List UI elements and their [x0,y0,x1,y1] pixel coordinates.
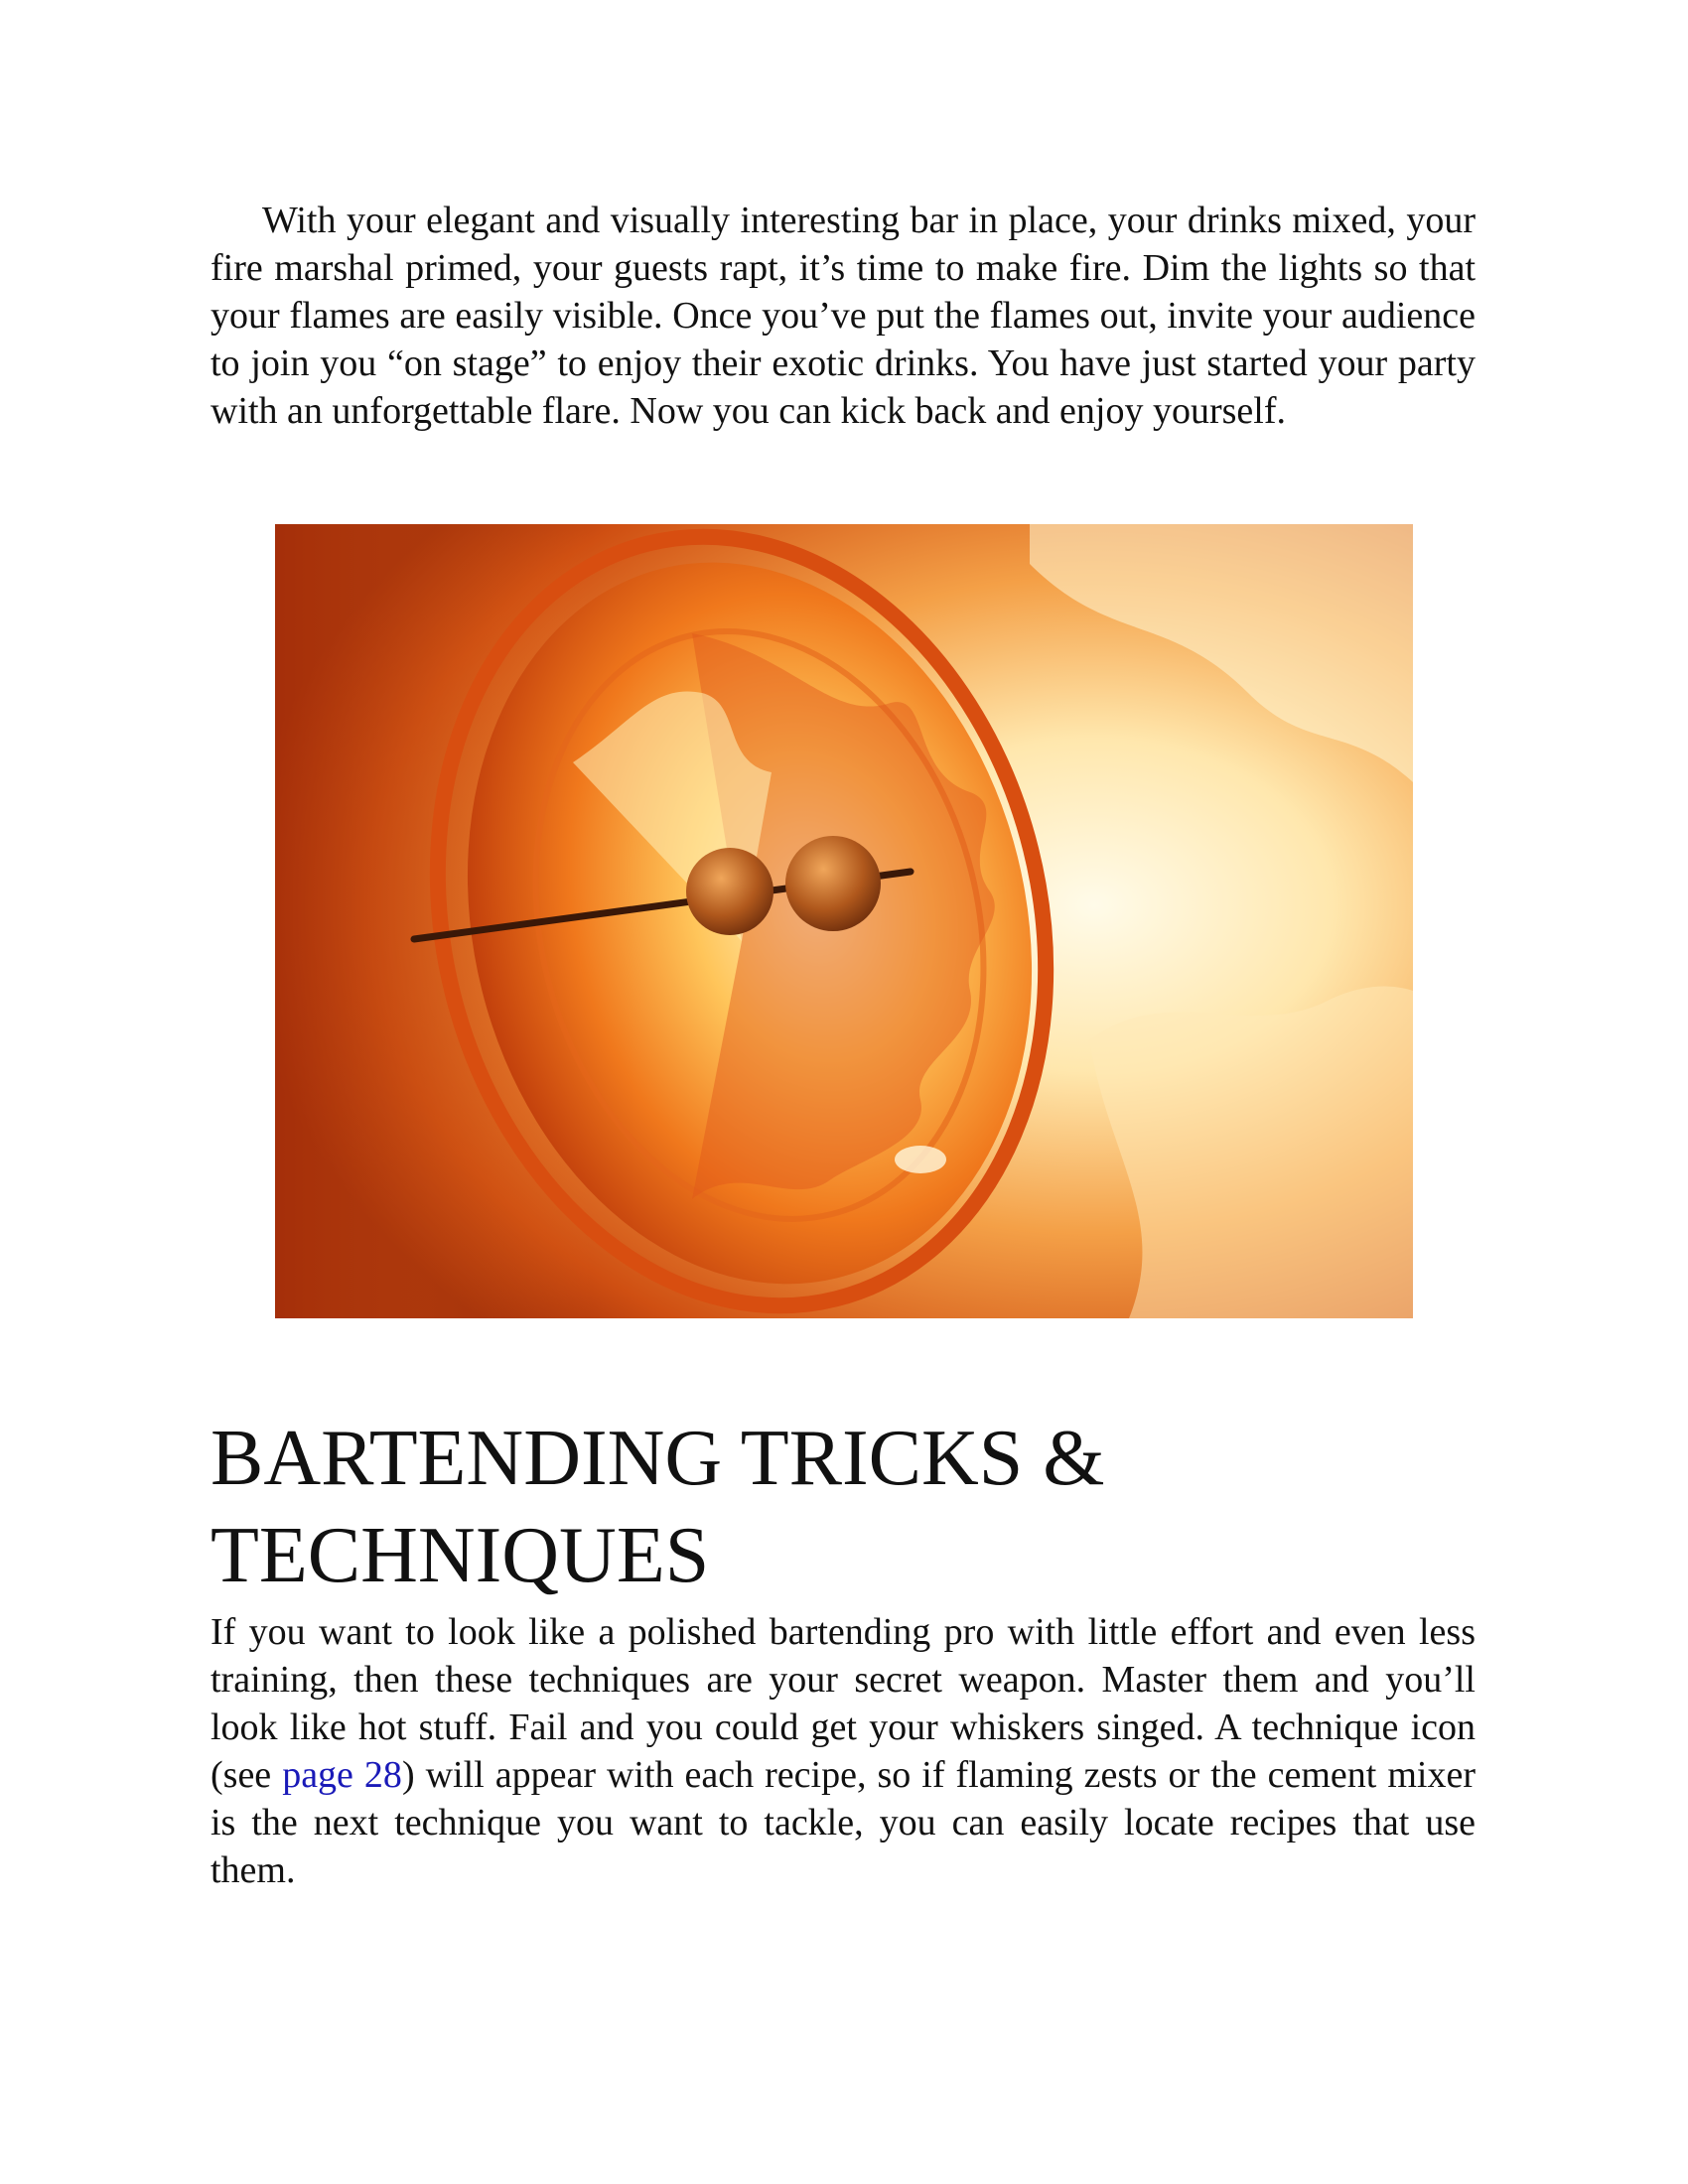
flaming-martini-photo [275,524,1413,1318]
body-text-after-link: ) will appear with each recipe, so if flaming zests or the cement mixer is the next technique you want to tackle, you can easily locate recipes that use them. [211,1754,1476,1891]
body-text-before-link: If you want to look like a polished bartending pro with little effort and even less training, then these techniques are your secret weapon. Master them and you’ll look like hot stuff. Fail and you could get your whiskers singed. A technique icon (see [211,1611,1476,1796]
glass-highlight [895,1146,946,1173]
intro-paragraph: With your elegant and visually interesting bar in place, your drinks mixed, your fire marshal primed, your guests rapt, it’s time to make fire. Dim the lights so that your flames are easily visible. Once you’ve put the flames out, invite your audience to join you “on stage” to enjoy their exotic drinks. You have just started your party with an unforgettable flare. Now you can kick back and enjoy yourself. [211,200,1476,432]
page-reference-link[interactable]: page 28 [282,1754,402,1796]
olive [785,836,881,931]
olive [686,848,774,935]
section-body-paragraph [211,1608,1476,1894]
section-heading: BARTENDING TRICKS & TECHNIQUES [211,1415,1105,1599]
